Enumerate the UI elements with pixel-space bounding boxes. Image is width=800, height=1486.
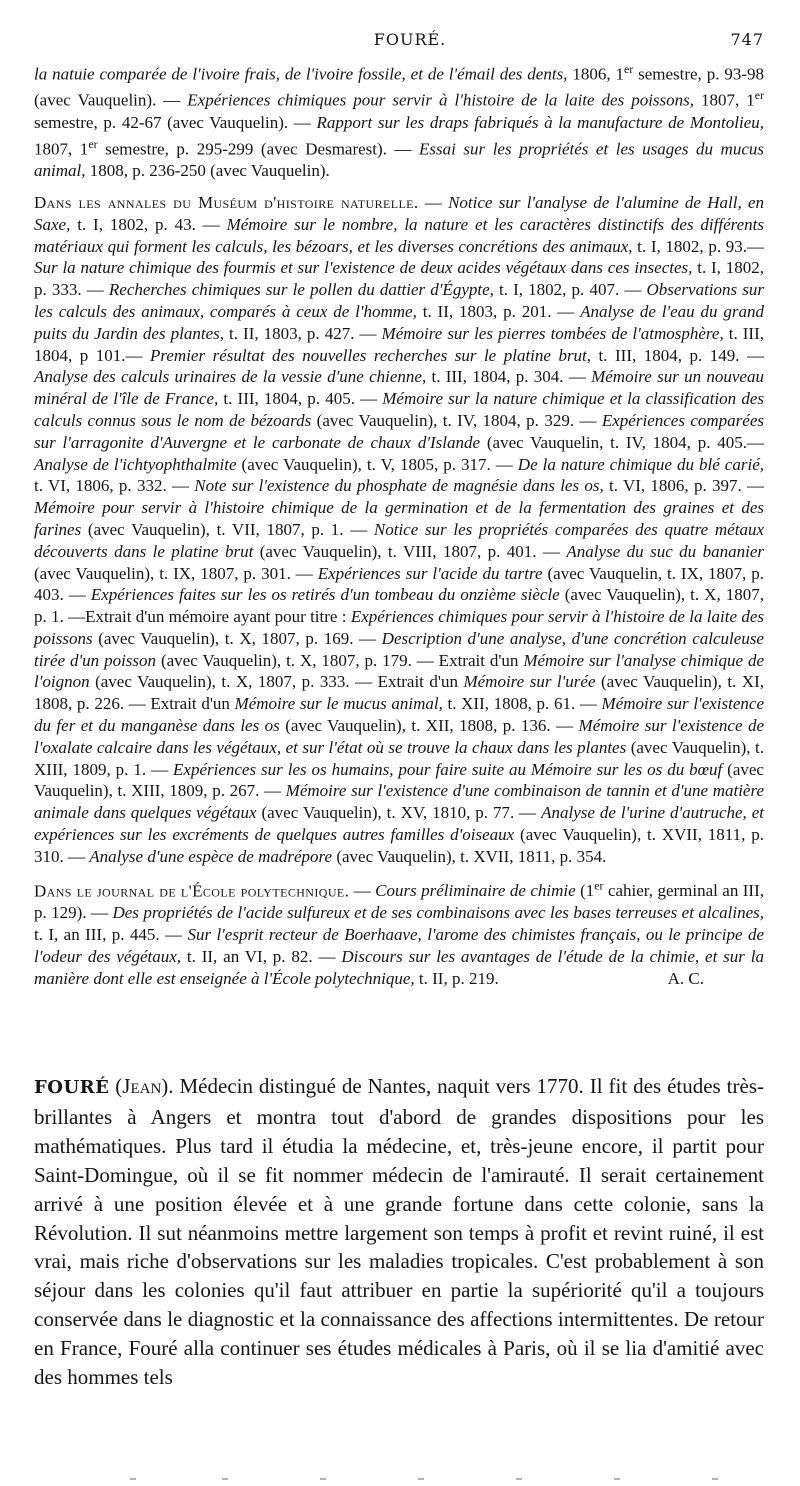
superscript: er (88, 136, 98, 151)
citation-title: Analyse de l'eau du grand puits du Jardin des plantes, (34, 301, 764, 343)
citation-detail: (avec Vauquelin), t. XIII, 1809, p. 1. — (34, 737, 764, 779)
citation-detail: t. VI, 1806, p. 332. — (34, 476, 195, 496)
citation-detail: (avec Vauquelin), t. VIII, 1807, p. 401. — (253, 541, 567, 561)
citation-detail: (avec Vauquelin), t. XIII, 1809, p. 267. — (34, 759, 764, 801)
citation-detail: t. II, 1803, p. 201. — (416, 301, 581, 321)
citation-title: Expériences sur les os humains, pour faire suite au Mémoire sur les os du bœuf (173, 759, 723, 779)
bibliography-section-annales (34, 192, 764, 868)
source-label: Dans le journal de l'École polytechnique. (34, 881, 350, 901)
citation-detail: (avec Vauquelin), t. X, 1807, p. 1. —Extrait d'un mémoire ayant pour titre : (34, 585, 765, 627)
citation-detail: (avec Vauquelin, t. IV, 1804, p. 405.— (480, 432, 765, 452)
citation-detail: semestre, p. 295-299 (avec Desmarest). — (97, 139, 420, 159)
bibliography-block (34, 59, 764, 989)
citation-title: Mémoire sur le mucus animal, (234, 694, 443, 714)
citation-detail: — (349, 881, 376, 901)
citation-title: Note sur l'existence du phosphate de magnésie dans les os, (194, 476, 604, 496)
author-signature: A. C. (667, 968, 704, 988)
superscript: er (623, 62, 634, 76)
superscript: er (594, 878, 604, 893)
citation-title: Observations sur les calculs des animaux, comparés à ceux de l'homme, (34, 280, 764, 321)
citation-detail: (avec Vauquelin), t. V, 1805, p. 317. — (236, 454, 518, 474)
citation-detail: t. XII, 1808, p. 61. — (442, 694, 602, 714)
source-label: Dans les annales du Muséum d'histoire naturelle. (34, 192, 419, 212)
citation-detail: (avec Vauquelin), t. XII, 1808, p. 136. — (279, 716, 579, 736)
citation-detail: t. I, an III, p. 445. — (34, 924, 188, 944)
citation-title: Discours sur les avantages de l'étude de la chimie, et sur la manière dont elle est enseignée à l'École polytechnique, (34, 946, 764, 988)
citation-title: Mémoire sur l'existence d'une combinaison de tannin et d'une matière animale dans quelques végétaux (34, 781, 764, 823)
citation-title: Recherches chimiques sur le pollen du dattier d'Égypte, (108, 280, 494, 300)
citation-detail: 1807, 1 (34, 139, 89, 159)
entry-text: Médecin distingué de Nantes, naquit vers 1770. Il fit des études très-brillantes à Angers et montra tout d'abord de grandes dispositions pour les mathématiques. Plus tard il étudia la médecine, et, très-jeune encore, il partit pour Saint-Domingue, où il se fit nommer médecin de l'amirauté. Il serait certainement arrivé à une position élevée et à une grande fortune dans cette colonie, sans la Révolution. Il sut néanmoins mettre largement son temps à profit et revint ruiné, il est vrai, mais riche d'observations sur les maladies tropicales. C'est probablement à son séjour dans les colonies qu'il faut attribuer en partie la supériorité qu'il a toujours conservée dans le diagnostic et la connaissance des affections intermittentes. De retour en France, Fouré alla continuer ses études médicales à Paris, où il se lia d'amitié avec des hommes tels (34, 1074, 764, 1390)
citation-detail: t. II, 1803, p. 427. — (223, 323, 382, 343)
citation-detail: (avec Vauquelin), t. VII, 1807, p. 1. — (81, 519, 374, 539)
print-artifact-dashes (0, 1476, 800, 1482)
citation-detail: — (418, 192, 449, 212)
citation-detail: t. I, 1802, p. 333. — (34, 258, 764, 300)
citation-title: Sur l'esprit recteur de Boerhaave, l'arome des chimistes français, ou le principe de l'odeur des végétaux, (34, 924, 764, 966)
citation-detail: t. II, p. 219. (414, 968, 499, 988)
citation-title: Des propriétés de l'acide sulfureux et de ses combinaisons avec les bases terreuses et alcalines, (112, 903, 764, 923)
citation-title: Mémoire sur l'analyse chimique de l'oignon (34, 650, 765, 692)
citation-title: Mémoire sur la nature chimique et la classification des calculs connus sous le nom de bézoards (34, 389, 764, 430)
bibliography-section-polytechnique (34, 876, 764, 990)
citation-title: Cours préliminaire de chimie (375, 881, 576, 901)
biography-entry (34, 1072, 764, 1392)
citation-detail: t. III, 1804, p 101.— (34, 323, 764, 365)
citation-detail: t. VI, 1806, p. 397. — (603, 476, 764, 496)
citation-detail: t. I, 1802, p. 43. — (70, 214, 227, 234)
citation-detail: (avec Vauquelin), t. XI, 1808, p. 226. — Extrait d'un (34, 672, 764, 714)
citation-detail: t. III, 1804, p. 149. — (591, 345, 764, 365)
entry-first-name: (Jean). (115, 1074, 174, 1098)
running-title: FOURÉ. (373, 30, 447, 49)
citation-title: Mémoire sur l'existence de l'oxalate calcaire dans les végétaux, et sur l'état où se trouve la chaux dans les plantes (34, 716, 764, 757)
citation-title: Mémoire sur l'existence du fer et du manganèse dans les os (34, 694, 764, 736)
citation-title: Mémoire sur le nombre, la nature et les caractères distinctifs des différents matériaux qui forment les calculs, les bézoars, et les diverses concrétions des animaux, (34, 214, 765, 256)
citation-title: Notice sur l'analyse de l'alumine de Hall, en Saxe, (34, 192, 765, 234)
citation-detail: 1807, 1 (694, 91, 755, 111)
citation-detail: semestre, p. 42-67 (avec Vauquelin). — (34, 112, 317, 132)
page-number: 747 (730, 30, 764, 49)
citation-detail: semestre, p. 93-98 (avec Vauquelin). — (34, 64, 764, 111)
citation-detail: (avec Vauquelin), t. X, 1807, p. 179. — Extrait d'un (156, 650, 524, 670)
citation-title: Mémoire sur un nouveau minéral de l'île de France, (34, 367, 764, 409)
page-header (56, 30, 764, 54)
citation-detail: (avec Vauquelin), t. IV, 1804, p. 329. — (311, 410, 602, 430)
citation-title: Description d'une analyse, d'une concrétion calculeuse tirée d'un poisson (34, 628, 764, 670)
citation-detail: 1806, 1 (567, 64, 624, 84)
citation-title: Rapport sur les draps fabriqués à la manufacture de Montolieu, (316, 112, 764, 132)
citation-detail: 1808, p. 236-250 (avec Vauquelin). (85, 161, 330, 181)
citation-detail: (avec Vauquelin), t. XV, 1810, p. 77. — (256, 803, 542, 823)
citation-detail: t. III, 1804, p. 304. — (426, 367, 592, 387)
citation-detail: (avec Vauquelin), t. XVII, 1811, p. 354. (332, 846, 607, 866)
citation-detail: t. I, 1802, p. 407. — (493, 280, 647, 300)
citation-title: Essai sur les propriétés et les usages du mucus animal, (34, 139, 764, 181)
citation-runs (34, 193, 764, 866)
citation-detail: (avec Vauquelin, t. IX, 1807, p. 403. — (34, 563, 764, 605)
citation-title: Expériences chimiques pour servir à l'histoire de la laite des poissons, (187, 91, 695, 111)
citation-title: Mémoire sur les pierres tombées de l'atmosphère, (381, 323, 724, 343)
citation-title: Analyse des calculs urinaires de la vessie d'une chienne, (34, 367, 427, 387)
citation-title: Notice sur les propriétés comparées des quatre métaux découverts dans le platine brut (34, 519, 764, 561)
citation-detail: (1 (575, 881, 595, 901)
citation-title: Mémoire pour servir à l'histoire chimique de la germination et de la fermentation des graines et des farines (34, 498, 764, 539)
citation-title: la natuie comparée de l'ivoire frais, de l'ivoire fossile, et de l'émail des dents, (34, 64, 568, 84)
citation-detail: cahier, germinal an III, p. 129). — (34, 881, 764, 923)
citation-title: Analyse du suc du bananier (566, 541, 764, 561)
citation-title: De la nature chimique du blé carié, (517, 454, 764, 474)
citation-title: Mémoire sur l'urée (463, 672, 596, 692)
citation-title: Expériences chimiques pour servir à l'histoire de la laite des poissons (34, 607, 764, 648)
citation-detail: t. II, an VI, p. 82. — (181, 946, 342, 966)
citation-title: Sur la nature chimique des fourmis et sur l'existence de deux acides végétaux dans ces insectes, (34, 258, 693, 278)
citation-detail: (avec Vauquelin), t. XVII, 1811, p. 310. — (34, 825, 764, 866)
citation-title: Expériences comparées sur l'arragonite d'Auvergne et le carbonate de chaux d'Islande (34, 410, 764, 452)
citation-title: Expériences sur l'acide du tartre (317, 563, 543, 583)
citation-detail: t. III, 1804, p. 405. — (218, 389, 383, 409)
citation-title: Expériences faites sur les os retirés d'un tombeau du onzième siècle (90, 585, 560, 605)
citation-title: Analyse de l'urine d'autruche, et expériences sur les excréments de quelques autres familles d'oiseaux (34, 803, 765, 845)
citation-detail: (avec Vauquelin), t. X, 1807, p. 169. — (92, 628, 382, 648)
citation-detail: t. I, 1802, p. 93.— (632, 236, 764, 256)
citation-detail: (avec Vauquelin), t. X, 1807, p. 333. — Extrait d'un (89, 672, 464, 692)
superscript: er (754, 88, 764, 103)
citation-title: Premier résultat des nouvelles recherches sur le platine brut, (150, 345, 592, 365)
citation-title: Analyse de l'ichtyophthalmite (34, 454, 237, 474)
bibliography-section-memoires (34, 59, 764, 182)
entry-surname: FOURÉ (34, 1077, 110, 1098)
citation-title: Analyse d'une espèce de madrépore (89, 846, 333, 866)
citation-detail: (avec Vauquelin), t. IX, 1807, p. 301. — (34, 563, 318, 583)
